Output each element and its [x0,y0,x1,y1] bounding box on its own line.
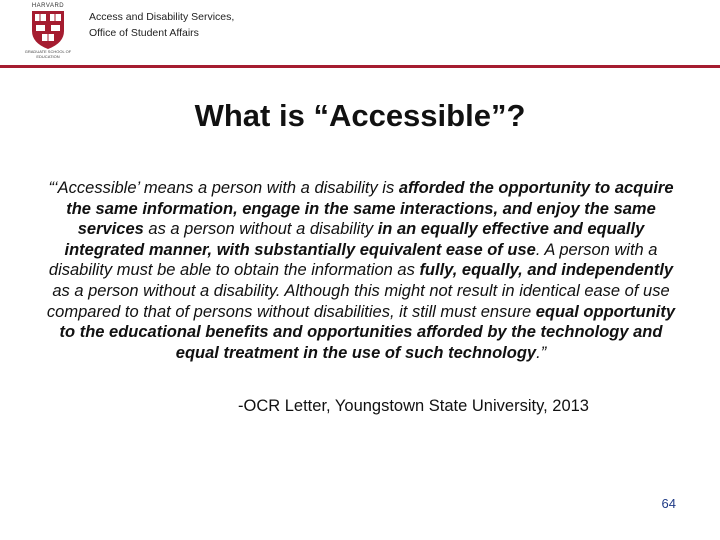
logo-wordmark: HARVARD [31,3,65,9]
harvard-logo [22,3,74,63]
quote-segment: as a person without a disability. Although this might not result in identical ease of use compared to that of persons without disabilities, it still must ensure [46,281,670,321]
logo-subtitle: GRADUATE SCHOOL OF EDUCATION [24,49,72,59]
quote-segment: . A person with a disability must be able to obtain the information as [48,240,658,280]
slide-title: What is “Accessible”? [194,98,526,133]
quote-segment: .” [536,343,547,362]
quote-attribution: -OCR Letter, Youngstown State University, 2013 [238,397,589,415]
quote-segment: as a person without a disability [143,220,378,239]
office-name [89,9,234,41]
quote-emphasis: equal opportunity to the educational benefits and opportunities afforded by the technology and equal treatment in the use of such technology [59,302,676,362]
page-number: 64 [661,496,676,511]
quote-segment: “‘Accessible’ means a person with a disability is [48,179,399,197]
quote-emphasis: afforded the opportunity to acquire the same information, engage in the same interactions, and enjoy the same services [66,179,674,239]
quote-emphasis: in an equally effective and equally integrated manner, with substantially equivalent ease of use [64,220,645,259]
office-line-1: Access and Disability Services, [89,11,235,23]
quote-text [40,178,682,363]
office-line-2: Office of Student Affairs [89,27,199,39]
quote-emphasis: fully, equally, and independently [419,261,674,280]
header-divider [0,65,720,68]
slide-header [0,0,720,66]
